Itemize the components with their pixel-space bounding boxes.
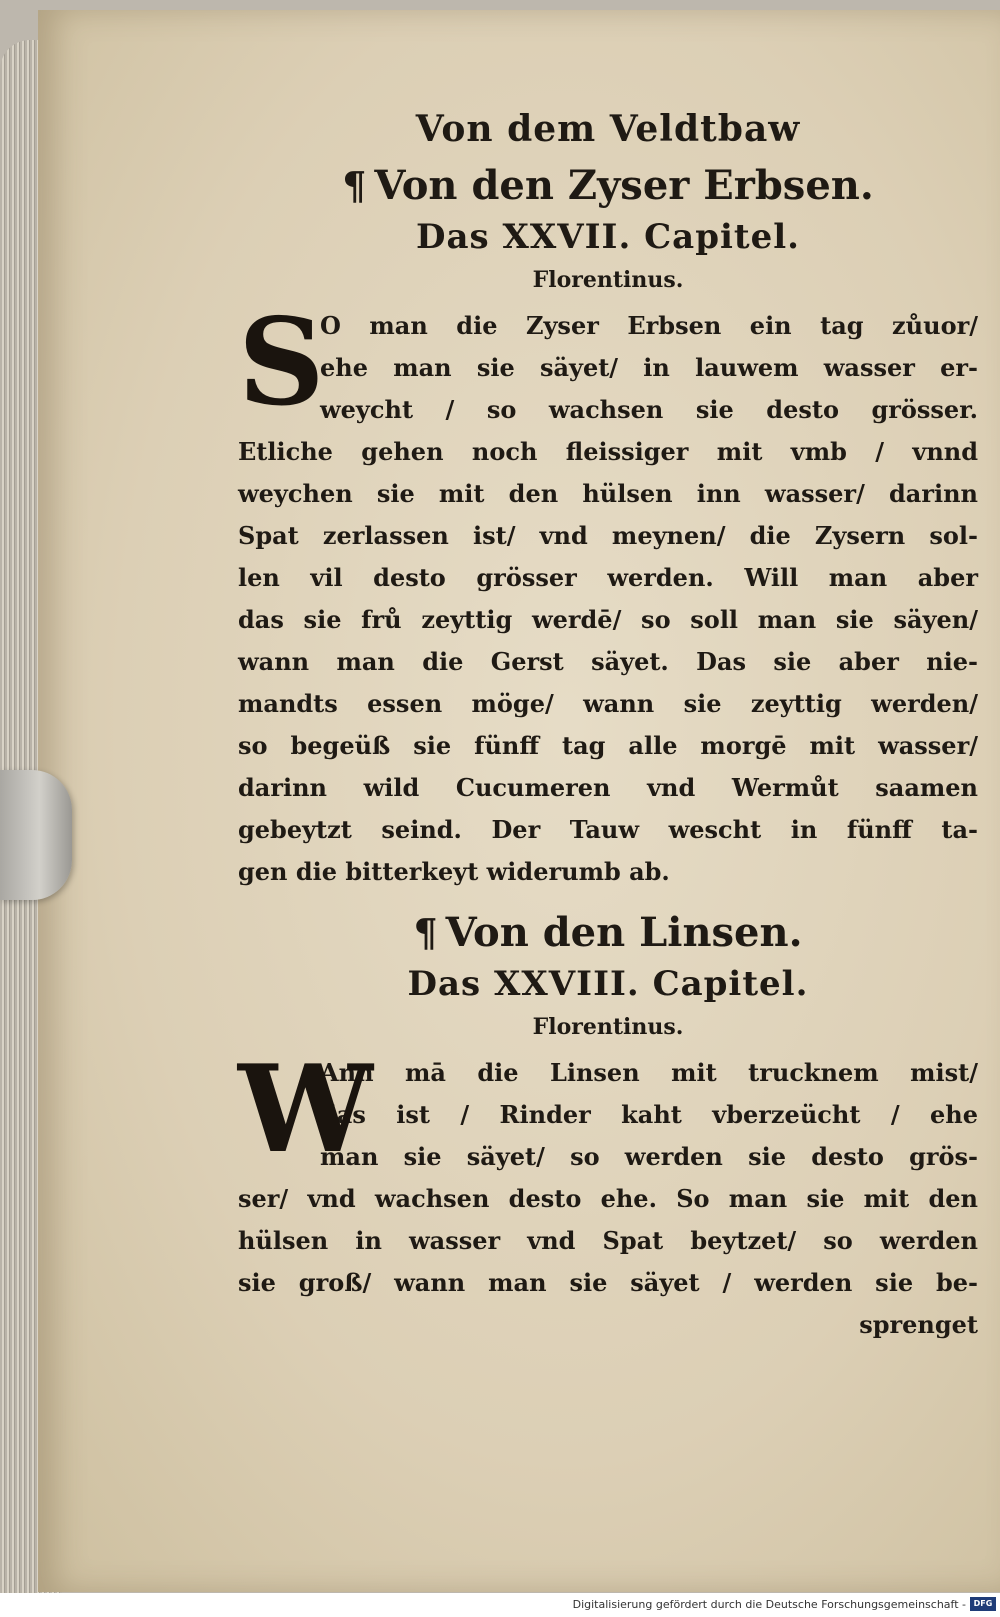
text-line: mandts essen möge/ wann sie zeyttig werden/ <box>238 689 978 718</box>
author-label: Florentinus. <box>532 1014 684 1040</box>
section-title <box>238 909 978 956</box>
section-title <box>238 162 978 209</box>
text-line: so begeüß sie fünff tag alle morgē mit wasser/ <box>238 731 978 760</box>
section-zyser-erbsen <box>238 162 978 893</box>
text-line: weychen sie mit den hülsen inn wasser/ darinn <box>238 479 978 508</box>
text-line: len vil desto grösser werden. Will man aber <box>238 563 978 592</box>
pilcrow-icon: ¶ <box>413 910 438 955</box>
text-line: Etliche gehen noch fleissiger mit vmb / vnnd <box>238 437 978 466</box>
text-line: sie groß/ wann man sie säyet / werden sie be- <box>238 1268 978 1297</box>
text-line: gebeytzt seind. Der Tauw wescht in fünff ta- <box>238 815 978 844</box>
chapter-heading: Das XXVII. Capitel. <box>416 217 800 257</box>
pilcrow-icon: ¶ <box>342 163 367 208</box>
text-line: ehe man sie säyet/ in lauwem wasser er- <box>320 353 978 382</box>
text-line: hülsen in wasser vnd Spat beytzet/ so werden <box>238 1226 978 1255</box>
text-line: O man die Zyser Erbsen ein tag zůuor/ <box>320 311 978 340</box>
section-title-text: Von den Zyser Erbsen. <box>374 162 874 209</box>
page-text <box>238 108 978 1346</box>
text-line: das ist / Rinder kaht vberzeücht / ehe <box>320 1100 978 1129</box>
text-line: ser/ vnd wachsen desto ehe. So man sie mit den <box>238 1184 978 1213</box>
paragraph <box>238 1039 978 1346</box>
section-linsen <box>238 909 978 1346</box>
text-line: das sie frů zeyttig werdē/ so soll man sie säyen/ <box>238 605 978 634</box>
book-page <box>38 10 1000 1592</box>
dfg-logo: DFG <box>970 1597 996 1611</box>
text-line: wann man die Gerst säyet. Das sie aber nie- <box>238 647 978 676</box>
text-line: man sie säyet/ so werden sie desto grös- <box>320 1142 978 1171</box>
text-line: Ann mā die Linsen mit trucknem mist/ <box>320 1058 978 1087</box>
text-line: weycht / so wachsen sie desto grösser. <box>320 395 978 424</box>
drop-initial: S <box>238 292 325 433</box>
catchword: sprenget <box>859 1310 978 1339</box>
digitization-footer <box>0 1593 1000 1617</box>
author-label: Florentinus. <box>532 267 684 293</box>
text-line: Spat zerlassen ist/ vnd meynen/ die Zysern sol- <box>238 521 978 550</box>
paragraph <box>238 292 978 893</box>
page-clip <box>0 770 72 900</box>
footer-credit: Digitalisierung gefördert durch die Deutsche Forschungsgemeinschaft - <box>572 1598 966 1611</box>
running-head: Von dem Veldtbaw <box>415 108 801 150</box>
text-line: darinn wild Cucumeren vnd Wermůt saamen <box>238 773 978 802</box>
section-title-text: Von den Linsen. <box>445 909 803 956</box>
chapter-heading: Das XXVIII. Capitel. <box>407 964 809 1004</box>
text-line: gen die bitterkeyt widerumb ab. <box>238 857 670 886</box>
drop-initial: W <box>238 1039 373 1180</box>
